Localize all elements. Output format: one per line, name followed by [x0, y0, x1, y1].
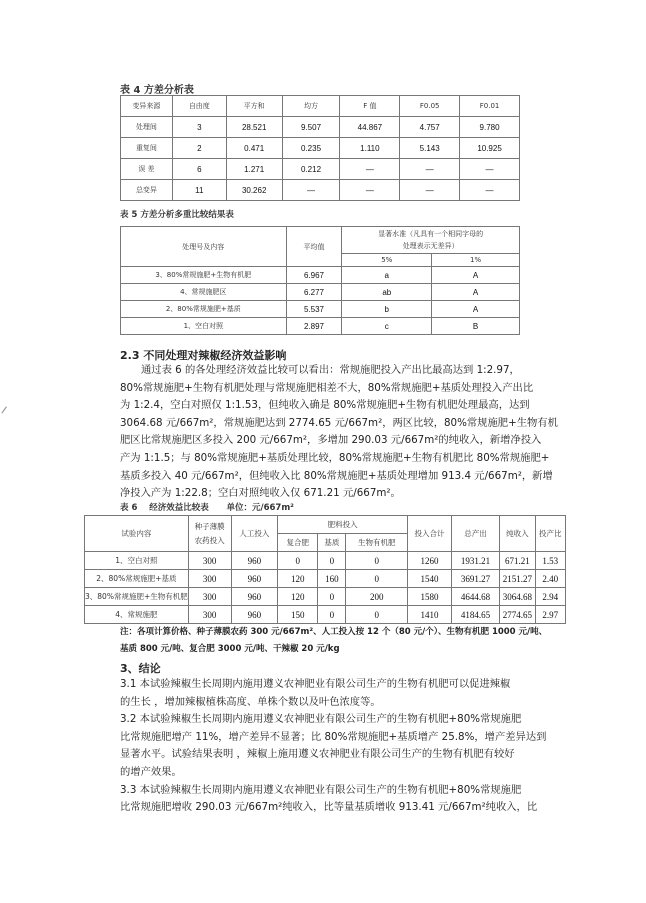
table-header-row [85, 516, 566, 534]
table-header-row [121, 96, 520, 117]
table-cell: 10.925 [460, 138, 520, 159]
table-cell: 960 [231, 588, 278, 606]
header-cell: 总产出 [451, 516, 499, 552]
table-cell: 5.143 [400, 138, 460, 159]
row-label: 2、80%常规施肥+基质 [85, 570, 189, 588]
table-row [121, 301, 520, 318]
table-cell: 2.40 [535, 570, 565, 588]
table-cell: c [342, 318, 432, 335]
text-line: 显著水平。试验结果表明 ，辣椒上施用遵义农神肥业有限公司生产的生物有机肥有较好 [120, 748, 515, 761]
table-cell: — [340, 159, 400, 180]
text-line: 比常规施肥增产 11%，增产差异不显著；比 80%常规施肥+基质增产 25.8%，增产差异达到 [120, 730, 547, 743]
table-cell: 2 [172, 138, 226, 159]
table-cell: — [400, 180, 460, 201]
table-row [121, 159, 520, 180]
row-label: 4、常规施肥 [85, 606, 189, 624]
anova-table [120, 95, 520, 201]
header-cell: 生物有机肥 [346, 534, 408, 552]
header-cell: 1% [432, 254, 520, 267]
table6-note [120, 624, 547, 658]
header-cell: 人工投入 [231, 516, 278, 552]
table-cell: 3064.68 [500, 588, 535, 606]
table-cell: 0 [346, 570, 408, 588]
header-cell: 变异来源 [121, 96, 173, 117]
row-label: 处理间 [121, 117, 173, 138]
table-cell: 0 [346, 552, 408, 570]
header-cell: 5% [342, 254, 432, 267]
table-cell: 44.867 [340, 117, 400, 138]
table-cell: 671.21 [500, 552, 535, 570]
table-cell: — [282, 180, 340, 201]
table-cell: 0 [278, 552, 318, 570]
table-cell: B [432, 318, 520, 335]
header-cell: 基质 [318, 534, 346, 552]
header-cell: 纯收入 [500, 516, 535, 552]
table-cell: 3691.27 [451, 570, 499, 588]
text-line: 80%常规施肥+生物有机肥处理与常规施肥相差不大，80%常规施肥+基质处理投入产出比 [120, 381, 534, 394]
table-cell: 300 [188, 570, 231, 588]
header-cell: 复合肥 [278, 534, 318, 552]
table-row [85, 570, 566, 588]
table-cell: 120 [278, 570, 318, 588]
row-label: 1、空白对照 [85, 552, 189, 570]
table-cell: 1.110 [340, 138, 400, 159]
table-cell: 0 [346, 606, 408, 624]
table-cell: 2.94 [535, 588, 565, 606]
table-cell: 2.97 [535, 606, 565, 624]
row-label: 4、常规施肥区 [121, 284, 287, 301]
header-sig-line1: 显著水准（凡具有一个相同字母的 [378, 230, 484, 238]
table-cell: 1260 [408, 552, 452, 570]
table-cell: 2774.65 [500, 606, 535, 624]
section-3-body [120, 676, 546, 817]
header-cell: 自由度 [172, 96, 226, 117]
table-row [85, 588, 566, 606]
table-cell: 1931.21 [451, 552, 499, 570]
economic-benefit-table [84, 515, 566, 624]
table-cell: 1.271 [226, 159, 282, 180]
table-cell: 300 [188, 606, 231, 624]
table-header-row [121, 227, 520, 254]
text-line: 3.2 本试验辣椒生长周期内施用遵义农神肥业有限公司生产的生物有机肥+80%常规施肥 [120, 713, 522, 726]
table6-caption: 表 6 经济效益比较表 单位：元/667m² [120, 503, 294, 513]
table-cell: — [460, 180, 520, 201]
table-cell: 6 [172, 159, 226, 180]
table-cell: 150 [278, 606, 318, 624]
text-line: 比常规施肥增收 290.03 元/667m²纯收入，比等量基质增收 913.41 元/667m²纯收入，比 [120, 801, 538, 814]
table-cell: 960 [231, 570, 278, 588]
header-cell: F0.01 [460, 96, 520, 117]
table-cell: 2.897 [286, 318, 342, 335]
note-line: 基质 800 元/吨、复合肥 3000 元/吨、干辣椒 20 元/kg [120, 644, 340, 654]
header-cell [188, 516, 231, 552]
table-cell: 1410 [408, 606, 452, 624]
table-cell: a [342, 267, 432, 284]
text-line: 的生长 ，增加辣椒植株高度、单株个数以及叶色浓度等。 [120, 695, 381, 708]
table-cell: 11 [172, 180, 226, 201]
header-cell: 均方 [282, 96, 340, 117]
table-row [121, 138, 520, 159]
table-cell: 6.277 [286, 284, 342, 301]
table-cell: 2151.27 [500, 570, 535, 588]
table-cell: 9.507 [282, 117, 340, 138]
section-2-3-body [120, 362, 558, 503]
table-cell: 300 [188, 588, 231, 606]
row-label: 总变异 [121, 180, 173, 201]
table-cell: A [432, 267, 520, 284]
table-cell: 4184.65 [451, 606, 499, 624]
row-label: 重复间 [121, 138, 173, 159]
text-line: 的增产效果。 [120, 765, 182, 778]
table-cell: 0 [318, 606, 346, 624]
table-cell: 1.53 [535, 552, 565, 570]
text-line: 产为 1:1.5；与 80%常规施肥+基质处理比较，80%常规施肥+生物有机肥比 80%常规施肥+ [120, 451, 550, 464]
table-cell: 200 [346, 588, 408, 606]
table-row [121, 267, 520, 284]
row-label: 误 差 [121, 159, 173, 180]
table5-caption: 表 5 方差分析多重比较结果表 [120, 210, 234, 220]
multiple-comparison-table [120, 226, 520, 335]
text-line: 通过表 6 的各处理经济效益比较可以看出：常规施肥投入产出比最高达到 1:2.97， [141, 364, 520, 376]
table-cell: A [432, 301, 520, 318]
table-cell: — [460, 159, 520, 180]
table-cell: 4.757 [400, 117, 460, 138]
table-cell: 0.212 [282, 159, 340, 180]
table-cell: 0.235 [282, 138, 340, 159]
header-cell: 投入合计 [408, 516, 452, 552]
table-cell: 960 [231, 606, 278, 624]
table-row [121, 117, 520, 138]
table-cell: ab [342, 284, 432, 301]
table-cell: 0 [318, 588, 346, 606]
header-cell [342, 227, 520, 254]
text-line: 肥区比常规施肥区多投入 200 元/667m²，多增加 290.03 元/667m²的纯收入，新增净投入 [120, 434, 542, 447]
table-cell: 3 [172, 117, 226, 138]
header-cell: 肥料投入 [278, 516, 408, 534]
table-cell: 1540 [408, 570, 452, 588]
table-cell: A [432, 284, 520, 301]
table-cell: 5.537 [286, 301, 342, 318]
table-row [85, 552, 566, 570]
row-label: 3、80%常规施肥+生物有机肥 [85, 588, 189, 606]
table-cell: — [340, 180, 400, 201]
row-label: 2、80%常规施肥+基质 [121, 301, 287, 318]
header-cell: 试验内容 [85, 516, 189, 552]
note-line: 注：各项计算价格、种子薄膜农药 300 元/667m²、人工投入按 12 个（80 元/个）、生物有机肥 1000 元/吨、 [120, 627, 548, 637]
text-line: 基质多投入 40 元/667m²，但纯收入比 80%常规施肥+基质处理增加 913.4 元/667m²，新增 [120, 469, 553, 482]
header-cell: 处理号及内容 [121, 227, 287, 267]
text-line: 3.3 本试验辣椒生长周期内施用遵义农神肥业有限公司生产的生物有机肥+80%常规施肥 [120, 783, 522, 796]
table-cell: 160 [318, 570, 346, 588]
table-cell: 6.967 [286, 267, 342, 284]
table-cell: b [342, 301, 432, 318]
text-line: 3064.68 元/667m²，常规施肥达到 2774.65 元/667m²，两区比较，80%常规施肥+生物有机 [120, 416, 558, 429]
table-cell: 0.471 [226, 138, 282, 159]
section-2-3-heading: 2.3 不同处理对辣椒经济效益影响 [120, 349, 287, 362]
header-cell: 平方和 [226, 96, 282, 117]
table-cell: 960 [231, 552, 278, 570]
table-cell: — [400, 159, 460, 180]
header-cell: 投产比 [535, 516, 565, 552]
header-seed-line1: 种子薄膜 [194, 521, 225, 531]
header-cell: 平均值 [286, 227, 342, 267]
table-row [121, 318, 520, 335]
margin-pen-mark [1, 406, 12, 417]
text-line: 为 1:2.4，空白对照仅 1:1.53，但纯收入确是 80%常规施肥+生物有机肥处理最高，达到 [120, 399, 530, 412]
table-row [121, 180, 520, 201]
table-cell: 4644.68 [451, 588, 499, 606]
text-line: 净投入产为 1:22.8；空白对照纯收入仅 671.21 元/667m²。 [120, 487, 401, 500]
table-row [85, 606, 566, 624]
table-cell: 30.262 [226, 180, 282, 201]
table-row [121, 284, 520, 301]
row-label: 3、80%常规施肥+生物有机肥 [121, 267, 287, 284]
header-cell: F 值 [340, 96, 400, 117]
table4-caption: 表 4 方差分析表 [120, 85, 194, 96]
header-sig-line2: 处理表示无差异） [402, 242, 459, 250]
section-3-heading: 3、结论 [120, 662, 161, 675]
table-cell: 1580 [408, 588, 452, 606]
table-cell: 28.521 [226, 117, 282, 138]
text-line: 3.1 本试验辣椒生长周期内施用遵义农神肥业有限公司生产的生物有机肥可以促进辣椒 [120, 678, 511, 690]
header-cell: F0.05 [400, 96, 460, 117]
table-cell: 120 [278, 588, 318, 606]
table-cell: 300 [188, 552, 231, 570]
row-label: 1、空白对照 [121, 318, 287, 335]
table-cell: 0 [318, 552, 346, 570]
header-seed-line2: 农药投入 [194, 535, 225, 545]
table-cell: 9.780 [460, 117, 520, 138]
